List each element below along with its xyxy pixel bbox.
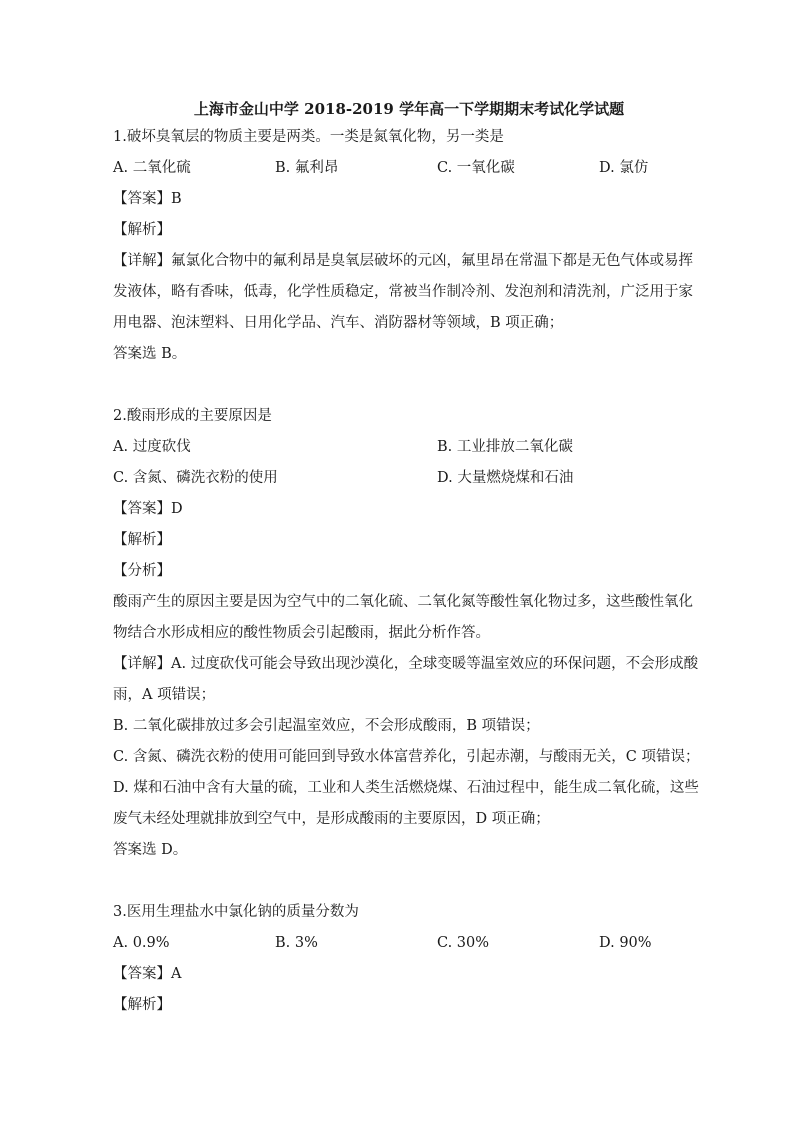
option-row: [113, 928, 685, 959]
question-stem: 2.酸雨形成的主要原因是: [113, 408, 272, 424]
detail-paragraph: [113, 649, 699, 711]
analysis-label: 【解析】: [113, 997, 171, 1013]
fenxi-label: 【分析】: [113, 563, 171, 579]
option-c: C. 含氮、磷洗衣粉的使用: [113, 470, 278, 486]
option-a: A. 0.9%: [113, 935, 170, 951]
detail-line: 雨，A 项错误；: [113, 687, 216, 703]
option-row: [113, 153, 685, 184]
option-c: C. 30%: [437, 935, 490, 951]
detail-d-line: 废气未经处理就排放到空气中，是形成酸雨的主要原因，D 项正确；: [113, 811, 550, 827]
page-title: 上海市金山中学 2018-2019 学年高一下学期期末考试化学试题: [193, 100, 625, 118]
fenxi-paragraph: [113, 587, 693, 649]
question-2: [113, 401, 700, 866]
option-b: B. 工业排放二氧化碳: [437, 439, 573, 455]
option-d: D. 氯仿: [599, 160, 649, 176]
option-d: D. 90%: [599, 935, 652, 951]
question-stem: 3.医用生理盐水中氯化钠的质量分数为: [113, 904, 359, 920]
fenxi-line: 物结合水形成相应的酸性物质会引起酸雨，据此分析作答。: [113, 625, 490, 641]
detail-line: 【详解】A. 过度砍伐可能会导致出现沙漠化，全球变暖等温室效应的环保问题，不会形成酸: [113, 656, 699, 672]
exam-page: [113, 96, 700, 1021]
fenxi-line: 酸雨产生的原因主要是因为空气中的二氧化硫、二氧化氮等酸性氧化物过多，这些酸性氧化: [113, 594, 693, 610]
option-b: B. 3%: [275, 935, 318, 951]
answer-line: 【答案】A: [113, 966, 182, 982]
option-a: A. 二氧化硫: [113, 160, 191, 176]
option-row: [113, 432, 685, 463]
analysis-label: 【解析】: [113, 222, 171, 238]
answer-line: 【答案】B: [113, 191, 182, 207]
question-1: [113, 122, 693, 370]
question-3: [113, 897, 685, 1021]
detail-d-paragraph: [113, 773, 699, 835]
detail-c-line: C. 含氮、磷洗衣粉的使用可能回到导致水体富营养化，引起赤潮，与酸雨无关，C 项错误；: [113, 749, 700, 765]
option-c: C. 一氧化碳: [437, 160, 515, 176]
detail-line: 用电器、泡沫塑料、日用化学品、汽车、消防器材等领域，B 项正确；: [113, 315, 564, 331]
option-d: D. 大量燃烧煤和石油: [437, 470, 574, 486]
detail-line: 【详解】氟氯化合物中的氟利昂是臭氧层破坏的元凶，氟里昂在常温下都是无色气体或易挥: [113, 253, 693, 269]
option-b: B. 氟利昂: [275, 160, 339, 176]
conclusion-line: 答案选 B。: [113, 346, 187, 362]
answer-line: 【答案】D: [113, 501, 183, 517]
option-row: [113, 463, 685, 494]
detail-paragraph: [113, 246, 693, 339]
conclusion-line: 答案选 D。: [113, 842, 188, 858]
detail-line: 发液体，略有香味，低毒，化学性质稳定，常被当作制冷剂、发泡剂和清洗剂，广泛用于家: [113, 284, 693, 300]
option-a: A. 过度砍伐: [113, 439, 191, 455]
analysis-label: 【解析】: [113, 532, 171, 548]
detail-d-line: D. 煤和石油中含有大量的硫，工业和人类生活燃烧煤、石油过程中，能生成二氧化硫，这些: [113, 780, 699, 796]
detail-b-line: B. 二氧化碳排放过多会引起温室效应，不会形成酸雨，B 项错误；: [113, 718, 540, 734]
question-stem: 1.破坏臭氧层的物质主要是两类。一类是氮氧化物，另一类是: [113, 129, 504, 145]
